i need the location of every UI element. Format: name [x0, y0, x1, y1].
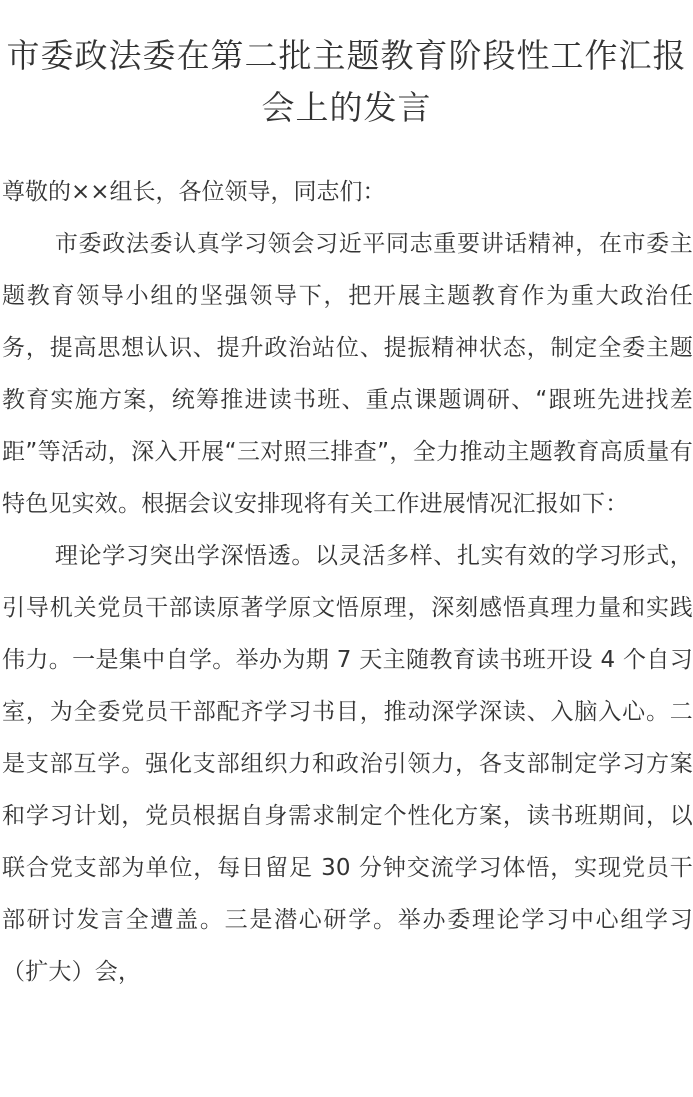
paragraph-intro: 市委政法委认真学习领会习近平同志重要讲话精神，在市委主题教育领导小组的坚强领导下，把开展主题教育作为重大政治任务，提高思想认识、提升政治站位、提振精神状态，制定全委主题教育实施方案，统筹推进读书班、重点课题调研、“跟班先进找差距”等活动，深入开展“三对照三排查”，全力推动主题教育高质量有特色见实效。根据会议安排现将有关工作进展情况汇报如下： — [2, 231, 693, 517]
paragraph-theory-study: 理论学习突出学深悟透。以灵活多样、扎实有效的学习形式，引导机关党员干部读原著学原文悟原理，深刻感悟真理力量和实践伟力。一是集中自学。举办为期 7 天主随教育读书班开设 4 个自习室，为全委党员干部配齐学习书目，推动深学深读、入脑入心。二是支部互学。强化支部组织力和政治引领力，各支部制定学习方案和学习计划，党员根据自身需求制定个性化方案，读书班期间，以联合党支部为单位，每日留足 30 分钟交流学习体悟，实现党员干部研讨发言全遭盖。三是潜心研学。举办委理论学习中心组学习（扩大）会， — [2, 543, 693, 985]
document-title: 市委政法委在第二批主题教育阶段性工作汇报会上的发言 — [6, 36, 687, 127]
salutation: 尊敬的××组长，各位领导，同志们： — [2, 179, 386, 205]
